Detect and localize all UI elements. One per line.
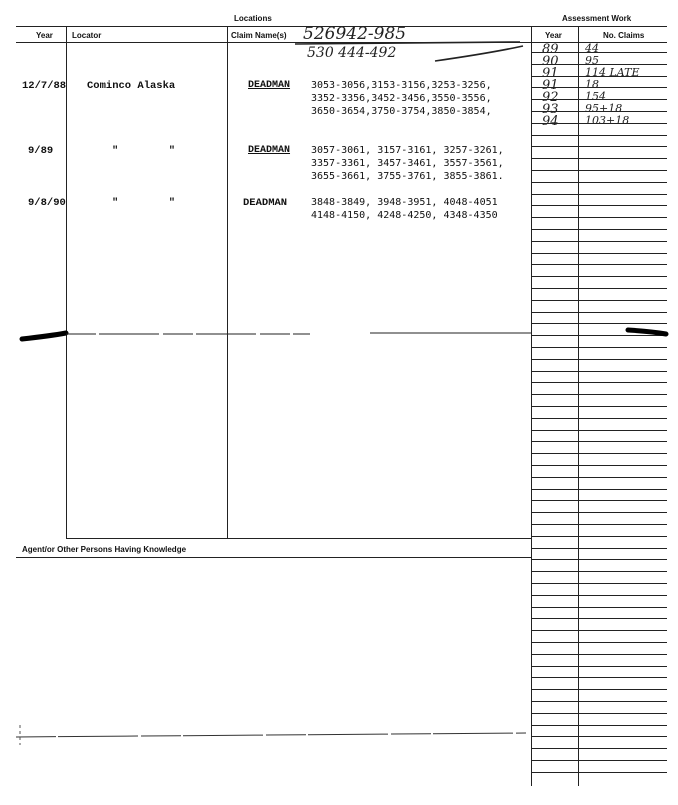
assessment-year: 93 [542,102,559,117]
assessment-grid-line [531,382,667,383]
agent-rule [16,557,531,558]
assessment-grid-line [531,725,667,726]
entry-claim-line: 3650-3654,3750-3754,3850-3854, [311,106,492,117]
assessment-grid-line [531,548,667,549]
assessment-grid-line [531,158,667,159]
claims-column-line [227,26,228,538]
col-claim-names-header: Claim Name(s) [231,31,287,40]
assessment-grid-line [531,394,667,395]
assessment-grid-line [531,689,667,690]
assessment-grid-line [531,253,667,254]
assessment-grid-line [531,170,667,171]
assessment-grid-line [531,146,667,147]
assessment-grid-line [531,489,667,490]
assessment-claims: 103+18 [585,114,630,127]
entry-claim-name: DEADMAN [248,145,291,156]
assessment-grid-line [531,654,667,655]
assessment-year: 91 [542,66,559,81]
assessment-year: 90 [542,54,559,69]
assessment-grid-line [531,347,667,348]
assessment-claims: 18 [585,78,599,91]
assessment-year: 89 [542,42,559,57]
assessment-grid-line [531,359,667,360]
entry-claim-line: 3053-3056,3153-3156,3253-3256, [311,80,492,91]
entry-locator: " " [112,197,176,209]
handwritten-claims-line2: 530 444-492 [307,45,397,61]
assessment-grid-line [531,406,667,407]
assessment-grid-line [531,229,667,230]
assessment-grid-line [531,666,667,667]
table-bottom-rule [66,538,532,539]
entry-claim-line: 3357-3361, 3457-3461, 3557-3561, [311,158,504,169]
assessment-grid-line [531,217,667,218]
col-assess-year-header: Year [545,31,562,40]
assessment-grid-line [531,713,667,714]
assessment-grid-line [531,465,667,466]
agent-label: Agent/or Other Persons Having Knowledge [22,545,187,554]
assessment-grid-line [531,418,667,419]
assessment-grid-line [531,500,667,501]
assessment-grid-line [531,736,667,737]
assessment-grid-line [531,760,667,761]
assessment-grid-line [531,276,667,277]
entry-claim-line: 3848-3849, 3948-3951, 4048-4051 [311,197,498,208]
locator-column-line [66,26,67,538]
assessment-grid-line [531,642,667,643]
assessment-grid-line [531,536,667,537]
assessment-claims: 114 LATE [585,66,640,79]
entry-claim-line: 3057-3061, 3157-3161, 3257-3261, [311,145,504,156]
assessment-grid-line [531,618,667,619]
assessment-grid-line [531,595,667,596]
handwritten-claim-numbers [295,22,535,66]
assessment-grid-line [531,441,667,442]
assessment-grid-line [531,583,667,584]
assessment-claims: 95 [585,54,599,67]
assessment-grid-line [531,241,667,242]
col-year-header: Year [36,31,53,40]
assessment-year: 92 [542,90,559,105]
entry-claim-name: DEADMAN [243,197,288,209]
assessment-grid-line [531,524,667,525]
assessment-grid-line [531,677,667,678]
assessment-grid-line [531,430,667,431]
assessment-grid-line [531,453,667,454]
assessment-grid-line [531,630,667,631]
entry-locator: Cominco Alaska [87,80,176,92]
assessment-grid-line [531,477,667,478]
assessment-grid-line [531,748,667,749]
assessment-grid-line [531,182,667,183]
assessment-work-header: Assessment Work [562,14,632,23]
entry-claim-line: 3352-3356,3452-3456,3550-3556, [311,93,492,104]
assessment-grid-line [531,288,667,289]
assessment-grid-line [531,571,667,572]
entry-claim-name: DEADMAN [248,80,291,91]
mid-page-rule [0,322,678,346]
entry-locator: " " [112,145,176,157]
assessment-year: 91 [542,78,559,93]
assessment-grid-line [531,300,667,301]
assessment-grid-line [531,264,667,265]
entry-year: 9/8/90 [28,197,66,209]
assessment-claims: 95+18 [585,102,623,115]
entry-claim-line: 4148-4150, 4248-4250, 4348-4350 [311,210,498,221]
assessment-claims: 44 [585,42,599,55]
col-locator-header: Locator [72,31,102,40]
assessment-grid-line [531,512,667,513]
entry-year: 12/7/88 [22,80,67,92]
assessment-year: 94 [542,114,559,129]
assessment-grid-line [531,559,667,560]
entry-year: 9/89 [28,145,54,157]
assessment-grid-line [531,312,667,313]
handwritten-claims-line1: 526942-985 [303,24,407,44]
assessment-claims: 154 [585,90,606,103]
assessment-grid-line [531,607,667,608]
assessment-grid-line [531,135,667,136]
bottom-rule [16,725,536,745]
assessment-grid-line [531,205,667,206]
col-no-claims-header: No. Claims [603,31,645,40]
assessment-grid-line [531,701,667,702]
locations-header: Locations [234,14,272,23]
assessment-grid-line [531,371,667,372]
assessment-grid-line [531,772,667,773]
assessment-grid-line [531,194,667,195]
entry-claim-line: 3655-3661, 3755-3761, 3855-3861. [311,171,504,182]
